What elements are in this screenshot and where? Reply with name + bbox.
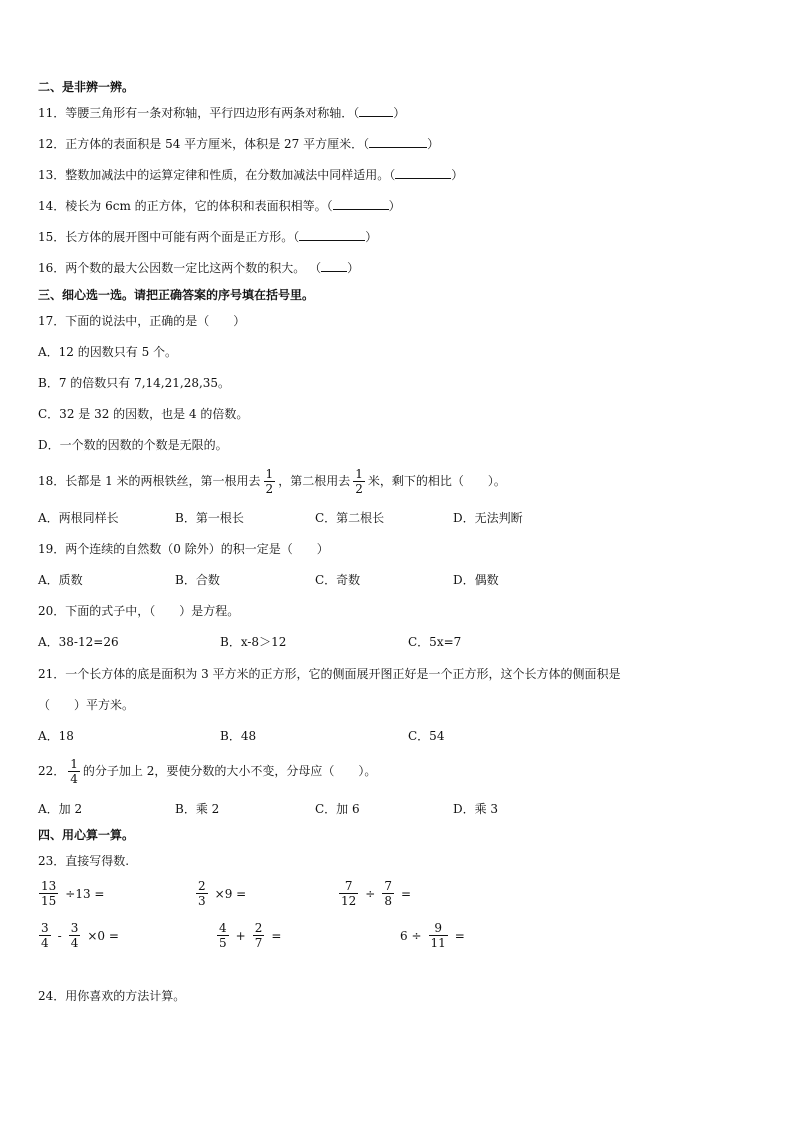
question-11-close: ）	[393, 106, 406, 120]
calc-item-5: $\frac{4}{5}$ + $\frac{2}{7}$ =	[219, 921, 282, 950]
question-22-option-d[interactable]: D．乘 3	[453, 802, 499, 816]
calc-item-1-rest: ÷13 =	[65, 886, 105, 901]
question-20-stem: 20．下面的式子中，（ ）是方程。	[38, 604, 240, 618]
question-18-option-c[interactable]: C．第二根长	[315, 511, 385, 525]
answer-blank-16[interactable]	[321, 260, 347, 272]
question-19-option-a[interactable]: A．质数	[38, 573, 83, 587]
question-20-option-b[interactable]: B．x-8＞12	[220, 635, 287, 649]
question-22-text: 的分子加上 2，要使分数的大小不变，分母应（ ）。	[82, 764, 377, 778]
question-21-option-b[interactable]: B．48	[220, 729, 257, 743]
calc-item-4-op: -	[57, 928, 62, 943]
question-18-part1: 18．长都是 1 米的两根铁丝，第一根用去	[38, 474, 261, 488]
answer-blank-12[interactable]	[369, 136, 427, 148]
question-20-option-c[interactable]: C．5x=7	[408, 635, 462, 649]
fraction-one-quarter: $\frac{1}{4}$	[70, 756, 78, 786]
question-11	[38, 105, 405, 121]
question-16-text: 16．两个数的最大公因数一定比这两个数的积大。 （	[38, 261, 322, 275]
question-24-stem: 24．用你喜欢的方法计算。	[38, 989, 186, 1003]
question-16	[38, 260, 359, 276]
calc-item-4: $\frac{3}{4}$ - $\frac{3}{4}$ ×0 =	[41, 921, 119, 950]
calc-item-2-rest: ×9 =	[214, 886, 247, 901]
section-3-heading: 三、细心选一选。请把正确答案的序号填在括号里。	[38, 288, 315, 302]
question-17-option-a[interactable]: A．12 的因数只有 5 个。	[38, 345, 178, 359]
calc-item-3: $\frac{7}{12}$ ÷ $\frac{7}{8}$ =	[341, 879, 412, 908]
answer-blank-15[interactable]	[299, 229, 365, 241]
question-15-close: ）	[365, 230, 378, 244]
question-20-option-a[interactable]: A．38-12=26	[38, 635, 119, 649]
question-22-stem	[38, 756, 376, 786]
calc-item-3-eq: =	[400, 886, 412, 901]
question-12	[38, 136, 439, 152]
question-18-option-a[interactable]: A．两根同样长	[38, 511, 119, 525]
answer-blank-13[interactable]	[395, 167, 451, 179]
fraction-one-half-2: $\frac{1}{2}$	[355, 466, 363, 496]
calc-item-6-lead: 6 ÷	[400, 928, 422, 943]
calc-item-2: $\frac{2}{3}$ ×9 =	[198, 879, 247, 908]
question-21-line2: （ ）平方米。	[38, 698, 135, 712]
question-13-text: 13．整数加减法中的运算定律和性质，在分数加减法中同样适用。（	[38, 168, 396, 182]
question-18-option-b[interactable]: B．第一根长	[175, 511, 244, 525]
question-17-option-c[interactable]: C．32 是 32 的因数，也是 4 的倍数。	[38, 407, 249, 421]
question-12-text: 12．正方体的表面积是 54 平方厘米，体积是 27 平方厘米．（	[38, 137, 370, 151]
question-19-option-d[interactable]: D．偶数	[453, 573, 499, 587]
calc-item-4-rest: ×0 =	[87, 928, 119, 943]
question-15	[38, 229, 377, 245]
calc-item-6-eq: =	[454, 928, 465, 943]
question-11-text: 11．等腰三角形有一条对称轴，平行四边形有两条对称轴．（	[38, 106, 360, 120]
calc-item-5-eq: =	[271, 928, 282, 943]
question-18-option-d[interactable]: D．无法判断	[453, 511, 523, 525]
question-17-option-b[interactable]: B．7 的倍数只有 7,14,21,28,35。	[38, 376, 231, 390]
calc-item-3-op: ÷	[365, 886, 376, 901]
question-19-option-b[interactable]: B．合数	[175, 573, 220, 587]
question-17-option-d[interactable]: D．一个数的因数的个数是无限的。	[38, 438, 228, 452]
question-19-stem: 19．两个连续的自然数（0 除外）的积一定是（ ）	[38, 542, 329, 556]
question-22-option-a[interactable]: A．加 2	[38, 802, 83, 816]
question-22-number: 22．	[38, 764, 66, 778]
question-18-stem	[38, 466, 506, 496]
question-15-text: 15．长方体的展开图中可能有两个面是正方形。（	[38, 230, 300, 244]
calc-item-1: $\frac{13}{15}$ ÷13 =	[41, 879, 105, 908]
question-21-line1: 21．一个长方体的底是面积为 3 平方米的正方形，它的侧面展开图正好是一个正方形，这个长方体的侧面积是	[38, 667, 621, 681]
question-16-close: ）	[347, 261, 360, 275]
fraction-one-half: $\frac{1}{2}$	[265, 466, 274, 496]
question-21-option-a[interactable]: A．18	[38, 729, 74, 743]
question-19-option-c[interactable]: C．奇数	[315, 573, 361, 587]
question-22-option-b[interactable]: B．乘 2	[175, 802, 220, 816]
question-22-option-c[interactable]: C．加 6	[315, 802, 360, 816]
section-2-heading: 二、是非辨一辨。	[38, 80, 135, 94]
answer-blank-14[interactable]	[333, 198, 389, 210]
question-18-part3: 米，剩下的相比（ ）。	[367, 474, 506, 488]
question-17-stem: 17．下面的说法中，正确的是（ ）	[38, 314, 246, 328]
answer-blank-11[interactable]	[359, 105, 393, 117]
question-14-text: 14．棱长为 6cm 的正方体，它的体积和表面积相等。（	[38, 199, 333, 213]
question-14-close: ）	[388, 199, 401, 213]
question-21-option-c[interactable]: C．54	[408, 729, 445, 743]
question-12-close: ）	[427, 137, 440, 151]
calc-item-5-op: +	[235, 928, 246, 943]
question-23-stem: 23．直接写得数.	[38, 854, 130, 868]
calc-item-6: 6 ÷ $\frac{9}{11}$ =	[400, 921, 465, 950]
question-18-part2: ，第二根用去	[278, 474, 351, 488]
question-13-close: ）	[451, 168, 464, 182]
section-4-heading: 四、用心算一算。	[38, 828, 135, 842]
question-14	[38, 198, 401, 214]
question-13	[38, 167, 463, 183]
